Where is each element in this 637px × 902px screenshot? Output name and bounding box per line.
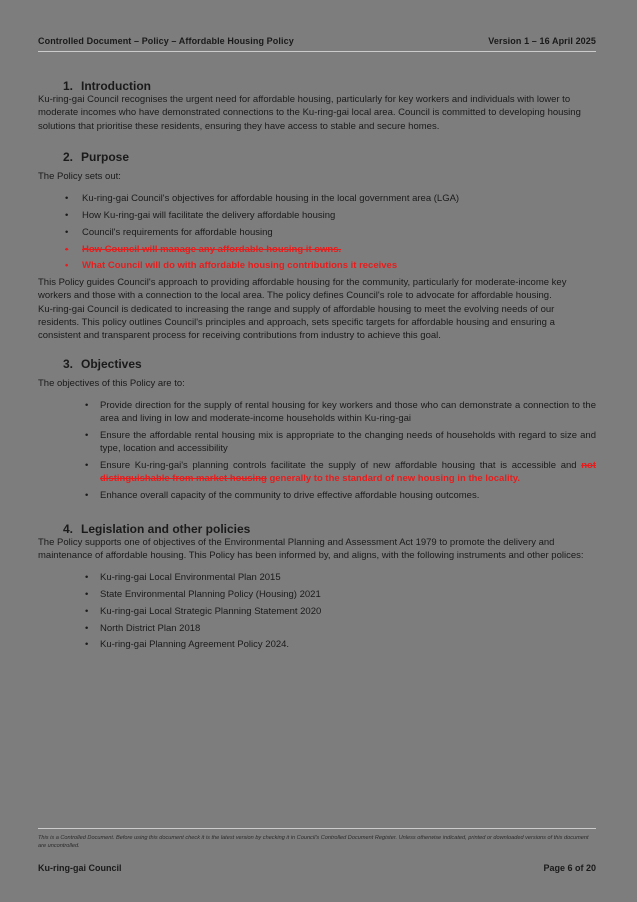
section-heading-objectives bbox=[63, 357, 596, 371]
page-footer bbox=[38, 863, 596, 873]
section-number: 1. bbox=[63, 79, 74, 93]
section-heading-purpose bbox=[63, 150, 596, 164]
list-item bbox=[65, 192, 596, 205]
purpose-bullet-list bbox=[65, 192, 596, 272]
bullet-icon: • bbox=[85, 572, 89, 584]
footer-organisation: Ku-ring-gai Council bbox=[38, 863, 122, 873]
bullet-text: Council's requirements for affordable housing bbox=[82, 226, 273, 238]
footer-page-number: Page 6 of 20 bbox=[543, 863, 596, 873]
bullet-icon: • bbox=[65, 260, 69, 272]
bullet-text: Ensure the affordable rental housing mix is appropriate to the changing needs of households with regard to size and type, location and accessibility bbox=[100, 430, 596, 455]
bullet-icon: • bbox=[85, 605, 89, 617]
header-divider bbox=[38, 51, 596, 52]
objectives-lead: The objectives of this Policy are to: bbox=[38, 377, 185, 389]
list-item bbox=[85, 622, 596, 635]
bullet-text: Ku-ring-gai Local Strategic Planning Statement 2020 bbox=[100, 605, 322, 617]
bullet-icon: • bbox=[65, 226, 69, 238]
bullet-text: North District Plan 2018 bbox=[100, 622, 201, 634]
bullet-text-inserted: generally to the standard of new housing in the locality. bbox=[266, 473, 521, 485]
list-item bbox=[85, 429, 596, 456]
list-item bbox=[85, 489, 596, 502]
purpose-lead: The Policy sets out: bbox=[38, 170, 121, 182]
bullet-icon: • bbox=[65, 209, 69, 221]
list-item-inserted-tracked-change bbox=[65, 259, 596, 272]
bullet-text: Provide direction for the supply of rental housing for key workers and those who can demonstrate a connection to the area and living in low and moderate-income households within Ku-ring-gai bbox=[100, 399, 596, 425]
bullet-text-deleted: not distinguishable from market housing bbox=[100, 460, 596, 485]
bullet-icon: • bbox=[65, 243, 69, 255]
list-item bbox=[85, 571, 596, 584]
page-header bbox=[38, 36, 596, 46]
section-number: 2. bbox=[63, 149, 74, 164]
bullet-text: What Council will do with affordable housing contributions it receives bbox=[82, 260, 398, 272]
bullet-icon: • bbox=[85, 399, 89, 411]
bullet-icon: • bbox=[65, 193, 69, 205]
section-heading-legislation bbox=[63, 522, 596, 536]
bullet-text bbox=[100, 459, 596, 486]
purpose-paragraph: Ku-ring-gai Council is dedicated to increasing the range and supply of affordable housing to meet the evolving needs of our residents. This policy outlines Council's principles and approach, sets specific targets for affordable housing and ensuring a consistent and transparent process for receiving contributions from industry to achieve this goal. bbox=[38, 303, 555, 342]
legislation-lead: The Policy supports one of objectives of the Environmental Planning and Assessment Act 1979 to promote the delivery and maintenance of affordable housing. This Policy has been informed by, and aligns, with the following instruments and other polices: bbox=[38, 536, 584, 561]
bullet-icon: • bbox=[85, 460, 89, 472]
bullet-icon: • bbox=[85, 490, 89, 502]
section-number: 3. bbox=[63, 356, 74, 371]
bullet-icon: • bbox=[85, 639, 89, 651]
list-item bbox=[85, 638, 596, 651]
bullet-text: Enhance overall capacity of the community to drive effective affordable housing outcomes. bbox=[100, 490, 480, 502]
bullet-text: Ku-ring-gai Council's objectives for affordable housing in the local government area (LGA) bbox=[82, 193, 460, 205]
list-item-with-tracked-changes bbox=[85, 459, 596, 486]
objectives-bullet-list bbox=[85, 399, 596, 503]
section-title: Objectives bbox=[81, 356, 142, 371]
controlled-document-disclaimer: This is a Controlled Document. Before using this document check it is the latest version by checking it in Council's Controlled Document Register. Unless otherwise indicated, printed or downloaded versions of this document are uncontrolled. bbox=[38, 835, 589, 849]
bullet-text-normal: Ensure Ku-ring-gai's planning controls facilitate the supply of new affordable housing that is accessible and bbox=[100, 460, 582, 472]
bullet-text: How Ku-ring-gai will facilitate the delivery affordable housing bbox=[82, 209, 336, 221]
list-item bbox=[65, 209, 596, 222]
section-title: Legislation and other policies bbox=[81, 521, 251, 536]
list-item bbox=[85, 588, 596, 601]
purpose-paragraph: This Policy guides Council's approach to providing affordable housing for the community, particularly for moderate-income key workers and those with a connection to the local area. The policy defines Council's role to advocate for affordable housing. bbox=[38, 277, 567, 302]
section-heading-introduction bbox=[63, 79, 596, 93]
bullet-text: How Council will manage any affordable housing it owns. bbox=[82, 243, 342, 255]
legislation-bullet-list bbox=[85, 571, 596, 651]
list-item bbox=[65, 226, 596, 239]
footer-divider bbox=[38, 828, 596, 829]
bullet-icon: • bbox=[85, 430, 89, 442]
bullet-text: Ku-ring-gai Local Environmental Plan 2015 bbox=[100, 572, 281, 584]
section-number: 4. bbox=[63, 521, 74, 536]
header-version: Version 1 – 16 April 2025 bbox=[488, 36, 596, 46]
list-item-deleted-tracked-change bbox=[65, 243, 596, 256]
section-title: Introduction bbox=[81, 79, 151, 93]
bullet-icon: • bbox=[85, 588, 89, 600]
list-item bbox=[85, 605, 596, 618]
section-title: Purpose bbox=[81, 149, 130, 164]
bullet-text: Ku-ring-gai Planning Agreement Policy 2024. bbox=[100, 639, 290, 651]
list-item bbox=[85, 399, 596, 426]
bullet-text: State Environmental Planning Policy (Housing) 2021 bbox=[100, 588, 321, 600]
header-document-title: Controlled Document – Policy – Affordable Housing Policy bbox=[38, 36, 294, 46]
introduction-paragraph: Ku-ring-gai Council recognises the urgent need for affordable housing, particularly for key workers and individuals with lower to moderate incomes who have demonstrated connections to the Ku-ring-gai local area. Council is committed to developing housing solutions that prioritise these residents, ensuring they have access to stable and secure homes. bbox=[38, 94, 581, 132]
bullet-icon: • bbox=[85, 622, 89, 634]
